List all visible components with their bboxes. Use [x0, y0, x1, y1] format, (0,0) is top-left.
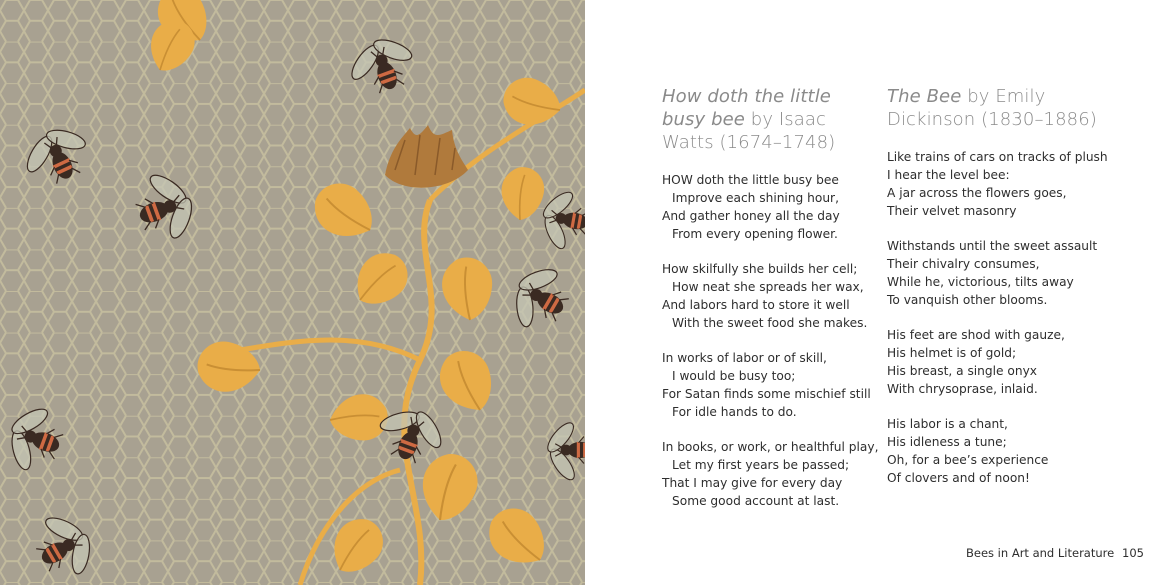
- stanza: [662, 438, 877, 510]
- running-footer-title: Bees in Art and Literature: [966, 546, 1115, 560]
- stanza: [662, 260, 877, 332]
- poem-line: Withstands until the sweet assault: [887, 239, 1098, 253]
- poem-line: I would be busy too;: [672, 369, 796, 383]
- poem-line: His helmet is of gold;: [887, 346, 1017, 360]
- stanza: [662, 171, 877, 243]
- poem-line: Their chivalry consumes,: [887, 257, 1040, 271]
- poem-line: How neat she spreads her wax,: [672, 280, 864, 294]
- poem-line: Let my first years be passed;: [672, 458, 850, 472]
- poem-line: Of clovers and of noon!: [887, 471, 1030, 485]
- poem-line: His labor is a chant,: [887, 417, 1008, 431]
- poem-line: HOW doth the little busy bee: [662, 173, 839, 187]
- poem-line: For Satan finds some mischief still: [662, 387, 871, 401]
- poem-line: To vanquish other blooms.: [887, 293, 1048, 307]
- poem-title-dickinson: [887, 85, 1117, 131]
- poem-title-author: by Isaac Watts (1674–1748): [662, 109, 836, 153]
- poem-title-italic: The Bee: [887, 86, 962, 107]
- poem-line: Improve each shining hour,: [672, 191, 839, 205]
- stanza: [662, 349, 877, 421]
- poem-line: That I may give for every day: [662, 476, 843, 490]
- poem-line: And gather honey all the day: [662, 209, 840, 223]
- poem-line: In books, or work, or healthful play,: [662, 440, 879, 454]
- poem-line: While he, victorious, tilts away: [887, 275, 1074, 289]
- poem-line: His feet are shod with gauze,: [887, 328, 1065, 342]
- stanza: [887, 237, 1117, 309]
- poem-column-dickinson: [887, 85, 1117, 504]
- poem-line: From every opening flower.: [672, 227, 838, 241]
- poem-title-italic: How doth the little busy bee: [662, 86, 831, 130]
- poem-line: Some good account at last.: [672, 494, 840, 508]
- page-number: 105: [1122, 546, 1144, 560]
- stanza: [887, 148, 1117, 220]
- poem-line: With the sweet food she makes.: [672, 316, 868, 330]
- poem-line: In works of labor or of skill,: [662, 351, 827, 365]
- poem-line: For idle hands to do.: [672, 405, 797, 419]
- poem-line: Oh, for a bee’s experience: [887, 453, 1049, 467]
- poem-line: Their velvet masonry: [887, 204, 1017, 218]
- poem-line: With chrysoprase, inlaid.: [887, 382, 1038, 396]
- poem-line: And labors hard to store it well: [662, 298, 850, 312]
- stanza: [887, 326, 1117, 398]
- poem-title-author: by Emily Dickinson (1830–1886): [887, 86, 1097, 130]
- stanza: [887, 415, 1117, 487]
- poem-line: A jar across the flowers goes,: [887, 186, 1067, 200]
- poem-column-watts: [662, 85, 877, 527]
- poem-line: Like trains of cars on tracks of plush: [887, 150, 1108, 164]
- poem-line: His breast, a single onyx: [887, 364, 1037, 378]
- poem-line: I hear the level bee:: [887, 168, 1010, 182]
- poem-line: How skilfully she builds her cell;: [662, 262, 858, 276]
- poem-line: His idleness a tune;: [887, 435, 1007, 449]
- poem-title-watts: [662, 85, 877, 154]
